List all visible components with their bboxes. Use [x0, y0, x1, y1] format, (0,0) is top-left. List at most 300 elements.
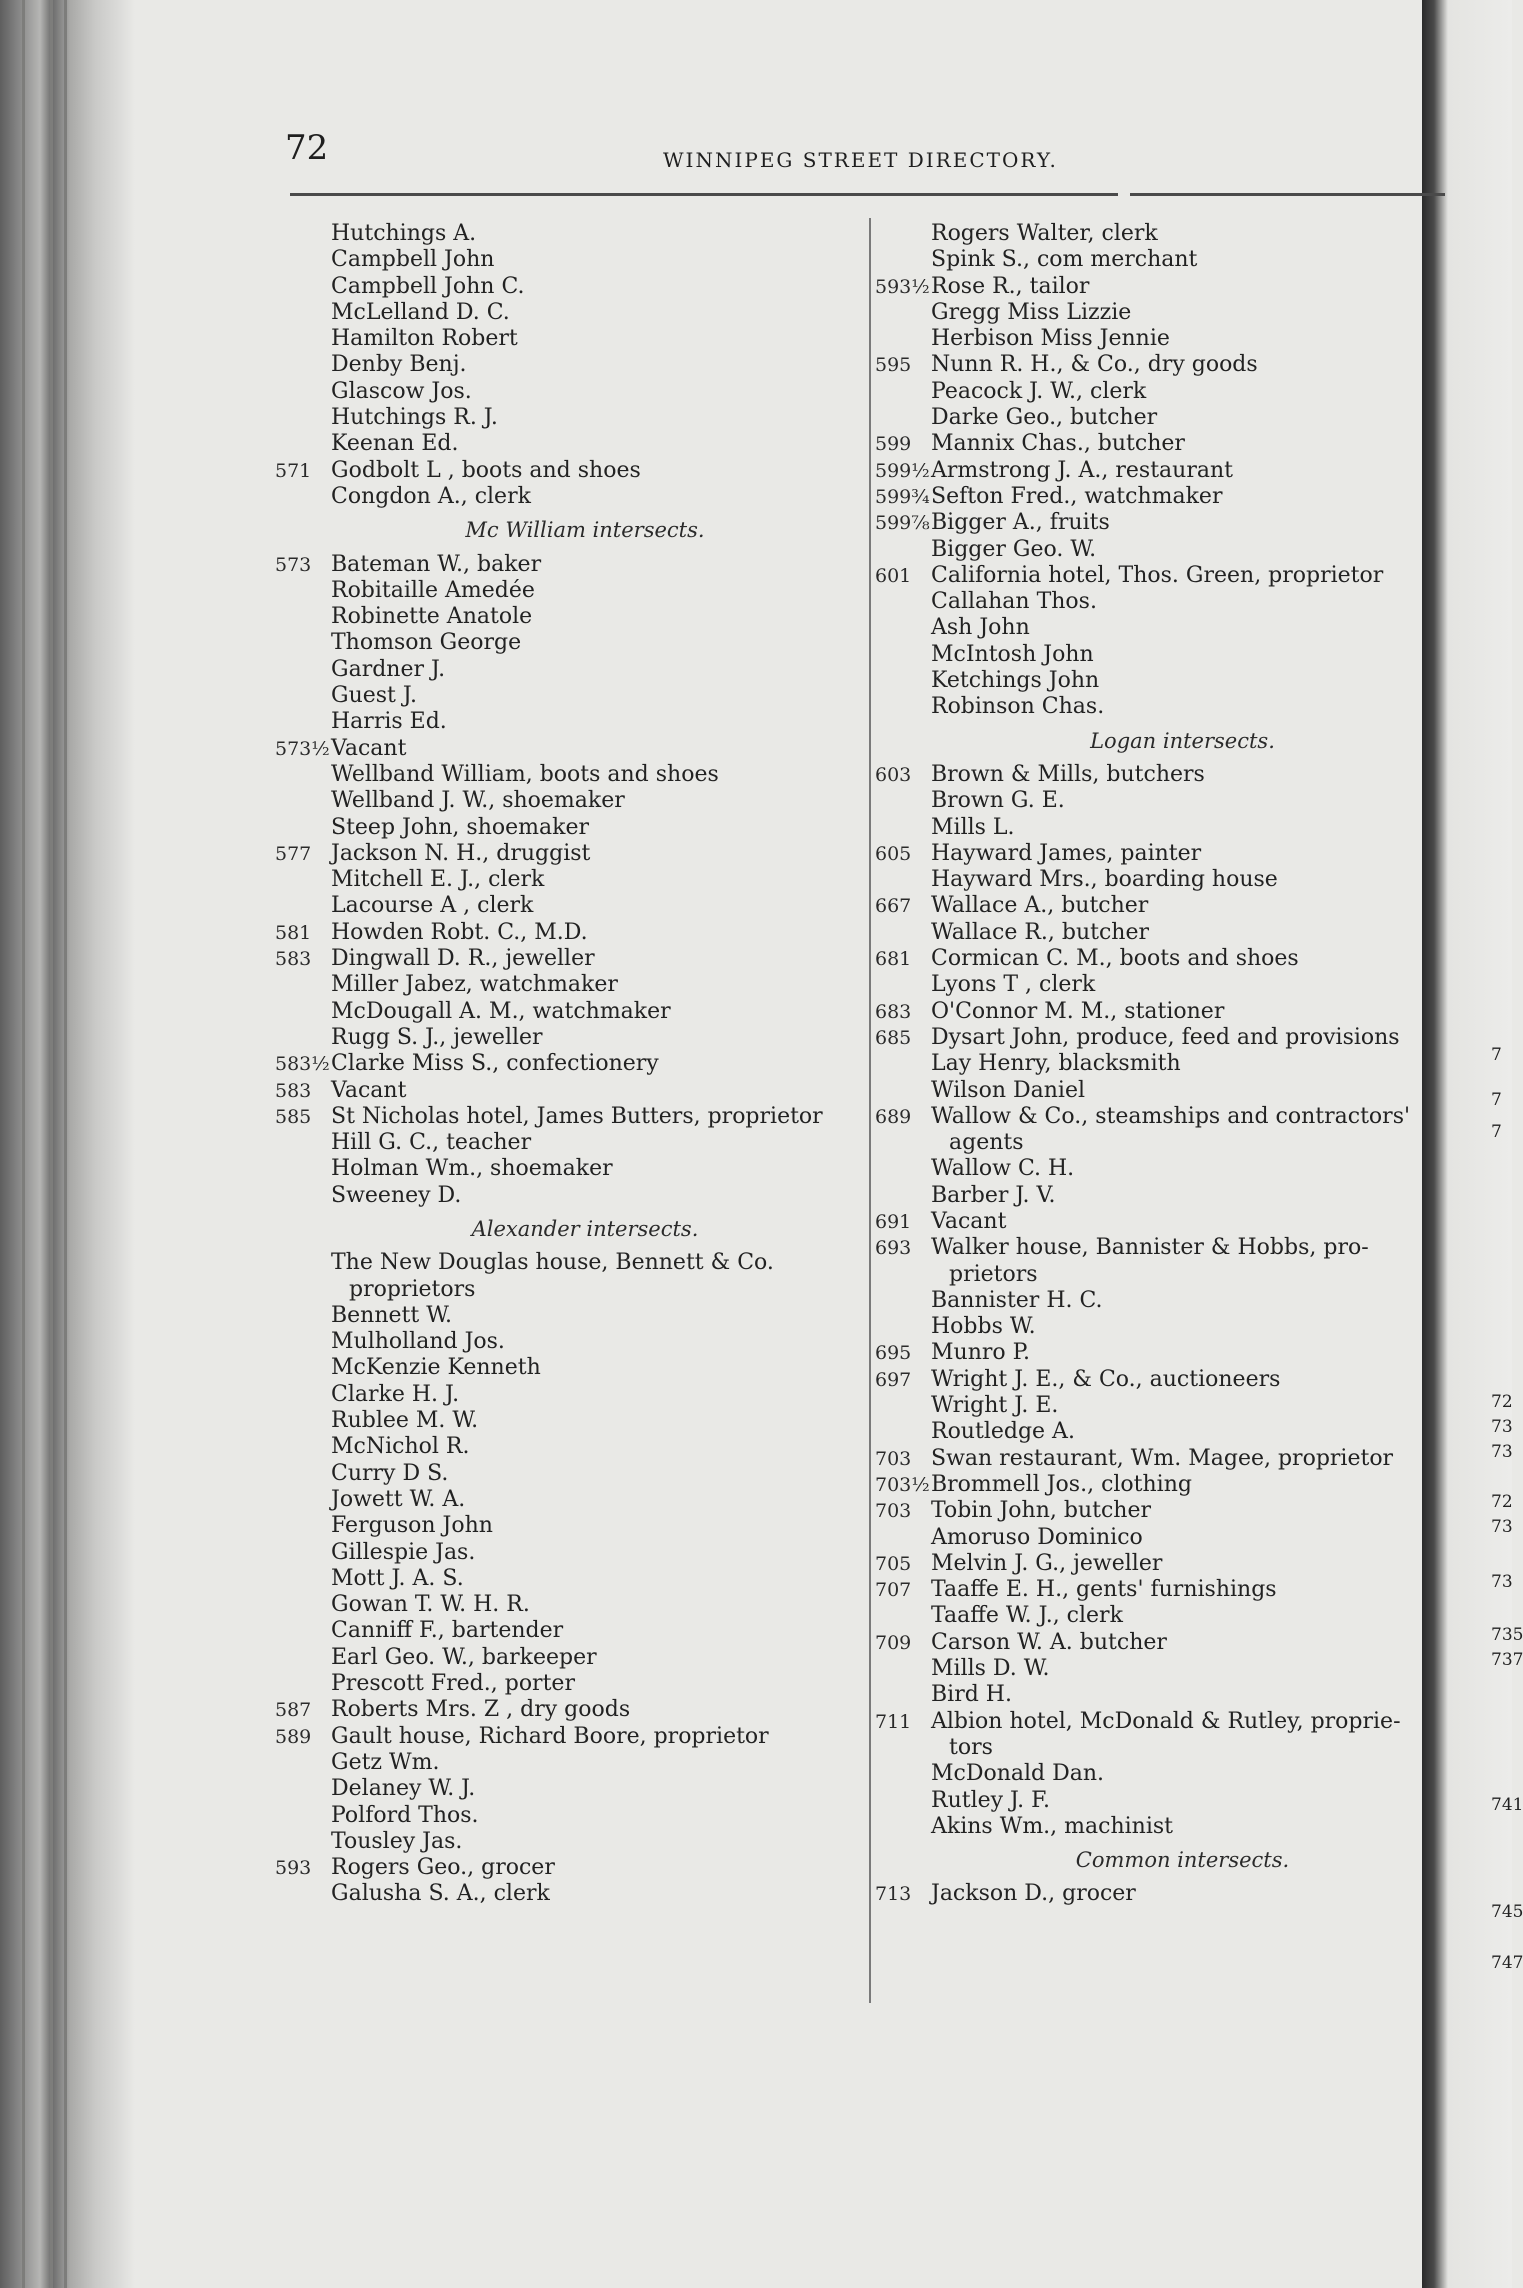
directory-entry: [875, 405, 1450, 431]
resident-listing: Polford Thos.: [331, 1802, 479, 1828]
directory-entry: [875, 510, 1450, 536]
directory-entry: [275, 1776, 855, 1802]
directory-entry: [275, 1724, 855, 1750]
street-number: 599: [875, 433, 912, 456]
directory-entry: [875, 352, 1450, 378]
resident-listing: Wallace R., butcher: [931, 919, 1150, 945]
page-title: WINNIPEG STREET DIRECTORY.: [663, 148, 1058, 172]
directory-entry: [275, 867, 855, 893]
resident-listing: Vacant: [331, 1077, 407, 1103]
resident-listing: Delaney W. J.: [331, 1776, 476, 1802]
directory-entry: [275, 815, 855, 841]
resident-listing: Gillespie Jas.: [331, 1539, 476, 1565]
book-spine: [0, 0, 135, 2288]
directory-entry: [275, 736, 855, 762]
street-number: 681: [875, 948, 912, 971]
directory-entry: [275, 578, 855, 604]
resident-listing: Howden Robt. C., M.D.: [331, 919, 588, 945]
directory-entry: [875, 615, 1450, 641]
resident-listing: Albion hotel, McDonald & Rutley, proprie-: [931, 1708, 1401, 1734]
directory-entry: [875, 1367, 1450, 1393]
street-number: 583½: [275, 1053, 330, 1076]
directory-entry: [875, 1472, 1450, 1498]
resident-listing: The New Douglas house, Bennett & Co.: [331, 1250, 774, 1276]
resident-listing: Wellband J. W., shoemaker: [331, 788, 625, 814]
resident-listing: Ferguson John: [331, 1513, 493, 1539]
resident-listing: Hamilton Robert: [331, 326, 518, 352]
resident-listing: Dysart John, produce, feed and provisions: [931, 1024, 1400, 1050]
adjacent-page-number-fragment: 737: [1491, 1650, 1523, 1670]
resident-listing: Hutchings A.: [331, 221, 477, 246]
directory-entry: [275, 972, 855, 998]
resident-listing: Amoruso Dominico: [931, 1524, 1143, 1550]
resident-listing: McDougall A. M., watchmaker: [331, 998, 671, 1024]
directory-entry: [275, 431, 855, 457]
resident-listing: Routledge A.: [931, 1419, 1075, 1445]
directory-entry: [875, 1419, 1450, 1445]
resident-listing: Brown G. E.: [931, 788, 1065, 814]
directory-entry: [275, 1078, 855, 1104]
directory-entry: [275, 326, 855, 352]
directory-entry: [875, 815, 1450, 841]
directory-entry: [875, 1709, 1450, 1735]
street-number: 593½: [875, 275, 930, 298]
resident-listing: Vacant: [331, 735, 407, 761]
resident-listing: Tobin John, butcher: [931, 1498, 1151, 1524]
directory-entry: [275, 352, 855, 378]
resident-listing: Brown & Mills, butchers: [931, 761, 1205, 787]
adjacent-page-number-fragment: 73: [1491, 1572, 1513, 1592]
resident-listing: Gault house, Richard Boore, proprietor: [331, 1723, 769, 1749]
street-number: 703½: [875, 1473, 930, 1496]
directory-entry: [275, 274, 855, 300]
street-number: 697: [875, 1368, 912, 1391]
adjacent-page-number-fragment: 745: [1491, 1902, 1523, 1922]
section-heading: Alexander intersects.: [471, 1216, 699, 1241]
directory-entry: [875, 920, 1450, 946]
resident-listing: Akins Wm., machinist: [931, 1813, 1173, 1839]
adjacent-page-number-fragment: 7: [1491, 1122, 1502, 1142]
directory-entry: [275, 1513, 855, 1539]
directory-entry: [875, 788, 1450, 814]
street-number: 705: [875, 1552, 912, 1575]
directory-entry: [275, 1025, 855, 1051]
street-number: 581: [275, 921, 312, 944]
resident-listing: Gardner J.: [331, 656, 446, 682]
resident-listing: agents: [949, 1130, 1024, 1156]
directory-entry: [875, 1551, 1450, 1577]
resident-listing: Bennett W.: [331, 1302, 452, 1328]
directory-entry: [275, 1461, 855, 1487]
resident-listing: Hill G. C., teacher: [331, 1130, 532, 1156]
adjacent-page-number-fragment: 73: [1491, 1442, 1513, 1462]
resident-listing: Taaffe E. H., gents' furnishings: [931, 1577, 1277, 1603]
directory-entry: [275, 1855, 855, 1881]
street-number: 703: [875, 1447, 912, 1470]
directory-entry: [875, 1262, 1450, 1288]
resident-listing: Nunn R. H., & Co., dry goods: [931, 352, 1258, 378]
directory-entry: [275, 1303, 855, 1329]
directory-entry: [275, 552, 855, 578]
resident-listing: Holman Wm., shoemaker: [331, 1156, 613, 1182]
directory-entry: [875, 642, 1450, 668]
street-number: 695: [875, 1342, 912, 1365]
resident-listing: Bateman W., baker: [331, 551, 542, 577]
directory-entry: [875, 1656, 1450, 1682]
section-heading: Mc William intersects.: [465, 518, 705, 543]
directory-entry: [875, 762, 1450, 788]
directory-entry: [275, 1566, 855, 1592]
column-divider: [869, 218, 871, 2003]
street-number: 573½: [275, 737, 330, 760]
directory-entry: [275, 1156, 855, 1182]
street-number: 601: [875, 564, 912, 587]
resident-listing: prietors: [949, 1261, 1038, 1287]
resident-listing: Thomson George: [331, 630, 522, 656]
directory-entry: [875, 1025, 1450, 1051]
street-number: 685: [875, 1026, 912, 1049]
directory-entry: [875, 1682, 1450, 1708]
directory-entry: [275, 1881, 855, 1907]
page-number: 72: [285, 128, 329, 168]
directory-entry: [275, 841, 855, 867]
resident-listing: Roberts Mrs. Z , dry goods: [331, 1697, 631, 1723]
directory-entry: [275, 484, 855, 510]
resident-listing: Wallace A., butcher: [931, 893, 1149, 919]
directory-entry: [275, 1434, 855, 1460]
directory-entry: [275, 379, 855, 405]
directory-entry: [275, 1355, 855, 1381]
resident-listing: Rutley J. F.: [931, 1787, 1050, 1813]
resident-listing: Canniff F., bartender: [331, 1618, 564, 1644]
resident-listing: Darke Geo., butcher: [931, 405, 1158, 431]
directory-entry: [275, 1329, 855, 1355]
directory-entry: [875, 867, 1450, 893]
resident-listing: Glascow Jos.: [331, 378, 472, 404]
resident-listing: Mulholland Jos.: [331, 1329, 505, 1355]
adjacent-page-number-fragment: 72: [1491, 1492, 1513, 1512]
resident-listing: Cormican C. M., boots and shoes: [931, 946, 1299, 972]
resident-listing: Armstrong J. A., restaurant: [931, 457, 1233, 483]
directory-entry: [875, 668, 1450, 694]
directory-entry: [275, 1671, 855, 1697]
directory-entry: [275, 1750, 855, 1776]
resident-listing: Jowett W. A.: [331, 1486, 466, 1512]
resident-listing: Vacant: [931, 1208, 1007, 1234]
directory-entry: [275, 1408, 855, 1434]
street-number: 573: [275, 553, 312, 576]
directory-entry: [275, 247, 855, 273]
resident-listing: Sweeney D.: [331, 1182, 462, 1208]
directory-entry: [875, 1630, 1450, 1656]
page-header: [285, 128, 1445, 178]
directory-entry: [875, 537, 1450, 563]
resident-listing: Rugg S. J., jeweller: [331, 1024, 543, 1050]
directory-entry: [275, 657, 855, 683]
street-number: 703: [875, 1500, 912, 1523]
resident-listing: Robinette Anatole: [331, 604, 533, 630]
section-heading: Common intersects.: [1075, 1848, 1290, 1873]
directory-column-left: [275, 221, 855, 1908]
resident-listing: Peacock J. W., clerk: [931, 378, 1147, 404]
adjacent-page-number-fragment: 747: [1491, 1953, 1523, 1973]
resident-listing: Ash John: [931, 615, 1030, 641]
resident-listing: Lay Henry, blacksmith: [931, 1051, 1181, 1077]
directory-entry: [875, 1209, 1450, 1235]
directory-entry: [875, 274, 1450, 300]
directory-entry: [275, 788, 855, 814]
directory-entry: [875, 1183, 1450, 1209]
resident-listing: Gregg Miss Lizzie: [931, 299, 1132, 325]
directory-entry: [275, 1803, 855, 1829]
street-number: 589: [275, 1725, 312, 1748]
resident-listing: Wilson Daniel: [931, 1077, 1086, 1103]
resident-listing: Bannister H. C.: [931, 1287, 1103, 1313]
resident-listing: Getz Wm.: [331, 1749, 440, 1775]
resident-listing: Curry D S.: [331, 1460, 449, 1486]
directory-entry: [875, 1788, 1450, 1814]
resident-listing: Rose R., tailor: [931, 273, 1090, 299]
resident-listing: Taaffe W. J., clerk: [931, 1603, 1123, 1629]
street-number: 683: [875, 1000, 912, 1023]
header-rule: [290, 193, 1445, 196]
directory-entry: [275, 762, 855, 788]
directory-entry: [875, 1814, 1450, 1840]
resident-listing: Lyons T , clerk: [931, 972, 1096, 998]
street-number: 707: [875, 1579, 912, 1602]
directory-entry: [275, 1051, 855, 1077]
resident-listing: Rogers Walter, clerk: [931, 221, 1158, 246]
street-number: 593: [275, 1857, 312, 1880]
directory-entry: [875, 1130, 1450, 1156]
street-number: 711: [875, 1710, 912, 1733]
directory-entry: [275, 920, 855, 946]
resident-listing: O'Connor M. M., stationer: [931, 998, 1225, 1024]
street-number: 583: [275, 1079, 312, 1102]
directory-entry: [275, 405, 855, 431]
directory-entry: [875, 1577, 1450, 1603]
street-number: 605: [875, 842, 912, 865]
adjacent-page-number-fragment: 741: [1491, 1795, 1523, 1815]
resident-listing: Herbison Miss Jennie: [931, 326, 1170, 352]
street-number: 689: [875, 1105, 912, 1128]
resident-listing: McIntosh John: [931, 641, 1094, 667]
street-number: 599⅞: [875, 512, 930, 535]
directory-entry: [875, 694, 1450, 720]
resident-listing: Steep John, shoemaker: [331, 814, 589, 840]
directory-column-right: [875, 221, 1450, 1908]
directory-entry: [275, 683, 855, 709]
directory-entry: [275, 1277, 855, 1303]
directory-entry: [875, 1603, 1450, 1629]
street-number: 709: [875, 1631, 912, 1654]
resident-listing: Walker house, Bannister & Hobbs, pro-: [931, 1235, 1369, 1261]
directory-entry: [275, 1382, 855, 1408]
directory-entry: [875, 1735, 1450, 1761]
directory-entry: [875, 1235, 1450, 1261]
resident-listing: Mannix Chas., butcher: [931, 431, 1185, 457]
resident-listing: Bigger Geo. W.: [931, 536, 1097, 562]
resident-listing: Congdon A., clerk: [331, 483, 531, 509]
directory-entry: [875, 972, 1450, 998]
resident-listing: Ketchings John: [931, 668, 1100, 694]
resident-listing: Clarke H. J.: [331, 1381, 460, 1407]
resident-listing: tors: [949, 1734, 993, 1760]
directory-entry: [875, 1314, 1450, 1340]
resident-listing: Prescott Fred., porter: [331, 1671, 575, 1697]
directory-entry: [275, 1183, 855, 1209]
directory-entry: [875, 563, 1450, 589]
resident-listing: Sefton Fred., watchmaker: [931, 483, 1223, 509]
resident-listing: McDonald Dan.: [931, 1761, 1105, 1787]
resident-listing: McKenzie Kenneth: [331, 1355, 541, 1381]
resident-listing: proprietors: [349, 1276, 476, 1302]
street-number: 693: [875, 1237, 912, 1260]
resident-listing: Wright J. E., & Co., auctioneers: [931, 1366, 1281, 1392]
directory-entry: [875, 841, 1450, 867]
directory-entry: [875, 589, 1450, 615]
resident-listing: Robinson Chas.: [931, 694, 1105, 720]
directory-entry: [275, 1104, 855, 1130]
resident-listing: Callahan Thos.: [931, 589, 1097, 615]
resident-listing: Campbell John C.: [331, 273, 525, 299]
resident-listing: Bird H.: [931, 1682, 1012, 1708]
directory-entry: [275, 1130, 855, 1156]
resident-listing: Mills L.: [931, 814, 1015, 840]
resident-listing: Carson W. A. butcher: [931, 1629, 1167, 1655]
resident-listing: Jackson N. H., druggist: [331, 840, 591, 866]
directory-entry: [275, 221, 855, 247]
resident-listing: Denby Benj.: [331, 352, 467, 378]
directory-entry: [875, 1525, 1450, 1551]
directory-entry: [875, 1156, 1450, 1182]
resident-listing: Melvin J. G., jeweller: [931, 1550, 1163, 1576]
adjacent-page-number-fragment: 7: [1491, 1045, 1502, 1065]
resident-listing: Hayward James, painter: [931, 840, 1202, 866]
directory-entry: [275, 709, 855, 735]
directory-entry: [875, 1881, 1450, 1907]
street-number: 583: [275, 948, 312, 971]
directory-entry: [275, 1540, 855, 1566]
street-number: 691: [875, 1210, 912, 1233]
resident-listing: Barber J. V.: [931, 1182, 1056, 1208]
resident-listing: Wallow C. H.: [931, 1156, 1075, 1182]
directory-entry: [875, 431, 1450, 457]
resident-listing: Hobbs W.: [931, 1314, 1036, 1340]
resident-listing: Earl Geo. W., barkeeper: [331, 1644, 597, 1670]
directory-entry: [875, 1078, 1450, 1104]
resident-listing: Mott J. A. S.: [331, 1565, 464, 1591]
resident-listing: Rublee M. W.: [331, 1408, 479, 1434]
directory-entry: [275, 1592, 855, 1618]
directory-entry: [875, 221, 1450, 247]
resident-listing: Guest J.: [331, 683, 417, 709]
street-number: 603: [875, 763, 912, 786]
resident-listing: Brommell Jos., clothing: [931, 1471, 1192, 1497]
resident-listing: Wright J. E.: [931, 1393, 1059, 1419]
street-number: 599½: [875, 459, 930, 482]
adjacent-page-number-fragment: 7: [1491, 1090, 1502, 1110]
directory-entry: [875, 326, 1450, 352]
adjacent-page-number-fragment: 73: [1491, 1417, 1513, 1437]
resident-listing: Lacourse A , clerk: [331, 893, 534, 919]
directory-entry: [275, 893, 855, 919]
resident-listing: Rogers Geo., grocer: [331, 1855, 555, 1881]
directory-entry: [875, 379, 1450, 405]
directory-entry: [875, 999, 1450, 1025]
street-number: 667: [875, 895, 912, 918]
street-number: 577: [275, 842, 312, 865]
resident-listing: Gowan T. W. H. R.: [331, 1592, 530, 1618]
adjacent-page-number-fragment: 73: [1491, 1517, 1513, 1537]
resident-listing: Campbell John: [331, 247, 495, 273]
directory-entry: [875, 1761, 1450, 1787]
resident-listing: McNichol R.: [331, 1434, 470, 1460]
directory-entry: [875, 247, 1450, 273]
street-number: 585: [275, 1105, 312, 1128]
resident-listing: Wellband William, boots and shoes: [331, 761, 719, 787]
directory-entry: [275, 1697, 855, 1723]
resident-listing: Hutchings R. J.: [331, 405, 498, 431]
directory-entry: [875, 893, 1450, 919]
resident-listing: Robitaille Amedée: [331, 577, 535, 603]
directory-entry: [875, 1288, 1450, 1314]
street-number: 571: [275, 459, 312, 482]
resident-listing: Mills D. W.: [931, 1656, 1050, 1682]
directory-entry: [275, 458, 855, 484]
directory-entry: [875, 300, 1450, 326]
directory-entry: [875, 1104, 1450, 1130]
adjacent-page-number-fragment: 735: [1491, 1625, 1523, 1645]
resident-listing: Swan restaurant, Wm. Magee, proprietor: [931, 1445, 1394, 1471]
resident-listing: Tousley Jas.: [331, 1828, 463, 1854]
directory-entry: [875, 1340, 1450, 1366]
resident-listing: Harris Ed.: [331, 709, 447, 735]
directory-entry: [875, 458, 1450, 484]
directory-entry: [875, 1446, 1450, 1472]
resident-listing: Wallow & Co., steamships and contractors': [931, 1103, 1411, 1129]
directory-entry: [875, 1498, 1450, 1524]
resident-listing: St Nicholas hotel, James Butters, proprietor: [331, 1103, 823, 1129]
directory-entry: [275, 999, 855, 1025]
directory-entry: [275, 630, 855, 656]
directory-entry: [275, 1829, 855, 1855]
resident-listing: Godbolt L , boots and shoes: [331, 457, 641, 483]
directory-entry: [875, 1051, 1450, 1077]
resident-listing: Bigger A., fruits: [931, 510, 1110, 536]
directory-entry: [275, 946, 855, 972]
resident-listing: Dingwall D. R., jeweller: [331, 946, 595, 972]
directory-entry: [275, 1250, 855, 1276]
resident-listing: Clarke Miss S., confectionery: [331, 1051, 659, 1077]
resident-listing: Mitchell E. J., clerk: [331, 867, 545, 893]
directory-entry: [875, 946, 1450, 972]
street-number: 713: [875, 1883, 912, 1906]
street-number: 587: [275, 1699, 312, 1722]
directory-entry: [275, 1618, 855, 1644]
resident-listing: Hayward Mrs., boarding house: [931, 867, 1278, 893]
resident-listing: Miller Jabez, watchmaker: [331, 972, 618, 998]
resident-listing: McLelland D. C.: [331, 299, 510, 325]
resident-listing: Jackson D., grocer: [931, 1881, 1136, 1907]
resident-listing: California hotel, Thos. Green, proprietor: [931, 562, 1384, 588]
directory-entry: [275, 300, 855, 326]
directory-entry: [275, 1645, 855, 1671]
directory-entry: [275, 604, 855, 630]
section-heading: Logan intersects.: [1090, 728, 1275, 753]
street-number: 599¾: [875, 485, 930, 508]
resident-listing: Galusha S. A., clerk: [331, 1881, 550, 1907]
